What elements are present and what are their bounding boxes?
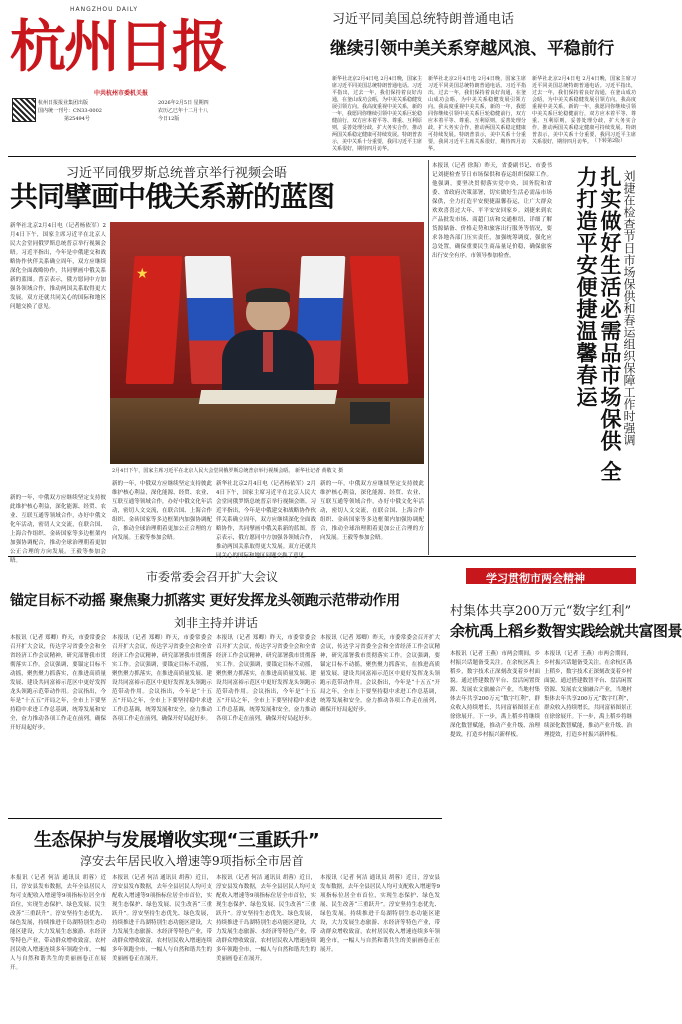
top-story-kicker: 习近平同美国总统特朗普通电话	[332, 12, 515, 27]
eco-headline: 生态保护与发展增收实现“三重跃升”	[34, 830, 320, 851]
masthead-logo: 杭州日报	[10, 14, 226, 80]
lead-story-kicker: 习近平同俄罗斯总统普京举行视频会晤	[66, 166, 288, 181]
sidebar-divider	[428, 160, 429, 555]
masthead-subtitle: 中共杭州市委机关报	[94, 90, 149, 97]
section-rule	[8, 556, 636, 557]
sidebar-body: 本报讯（记者 徐海）昨天，省委副书记、市委书记刘捷检查节日市场保供和春运组织保障工作。他强调，要坚决贯彻落实党中央、国务院和省委、省政府决策部署，切实做好生活必需品市场保供，全力打造平安便捷温馨春运，让广大群众欢欢喜喜过大年、平平安安回家乡。刘捷来到农产品批发市场、商超门店和交通枢纽，详细了解货源储备、价格走势和旅客出行服务等情况，要求各地各部门压实责任，加强统筹调度，强化应急处置，确保重要民生商品量足价稳，确保旅客出行安全有序。市领导参加检查。	[432, 163, 552, 259]
eco-body-2: 本报讯（记者 何洁 通讯员 胡蓉）近日，淳安县发布数据，去年全县居民人均可支配收入增速等9项指标位居全市首位，实现生态保护、绿色发展、民生改善“三重跃升”。淳安坚持生态优先、绿色发展，持续推进千岛湖特别生态功能区建设，大力发展生态旅游、水经济等特色产业，带动群众增收致富，农村居民收入增速连续多年领跑全市，一幅人与自然和谐共生的美丽画卷正在展开。	[112, 875, 212, 962]
eco-sub: 淳安去年居民收入增速等9项指标全市居首	[80, 854, 304, 868]
standing-body-4: 本报讯（记者 郑卿）昨天，市委常委会召开扩大会议，传达学习省委全会和全省经济工作会议精神，研究部署我市贯彻落实工作。会议强调，要锚定目标不动摇，聚焦聚力抓落实，在推进高质量发展、建设共同富裕示范区中更好发挥龙头领跑示范带动作用。会议指出，今年是“十五五”开局之年，全市上下要坚持稳中求进工作总基调，统筹发展和安全，奋力推动各项工作走在前列，确保开好局起好步。	[320, 635, 440, 713]
standing-body-1: 本报讯（记者 郑卿）昨天，市委常委会召开扩大会议，传达学习省委全会和全省经济工作会议精神，研究部署我市贯彻落实工作。会议强调，要锚定目标不动摇，聚焦聚力抓落实，在推进高质量发展、建设共同富裕示范区中更好发挥龙头领跑示范带动作用。会议指出，今年是“十五五”开局之年，全市上下要坚持稳中求进工作总基调，统筹发展和安全，奋力推动各项工作走在前列，确保开好局起好步。	[10, 635, 106, 731]
flag-star-icon: ★	[136, 266, 149, 282]
top-story	[232, 4, 640, 154]
standing-body-2: 本报讯（记者 郑卿）昨天，市委常委会召开扩大会议，传达学习省委全会和全省经济工作会议精神，研究部署我市贯彻落实工作。会议强调，要锚定目标不动摇，聚焦聚力抓落实，在推进高质量发展、建设共同富裕示范区中更好发挥龙头领跑示范带动作用。会议指出，今年是“十五五”开局之年，全市上下要坚持稳中求进工作总基调，统筹发展和安全，奋力推动各项工作走在前列，确保开好局起好步。	[112, 635, 212, 722]
sidebar-kicker: 刘捷在检查节日市场保供和春运组织保障工作时强调	[622, 170, 636, 446]
top-story-body-3: 新华社北京2月4日电 2月4日晚，国家主席习近平同美国总统特朗普通电话。习近平指出，过去一年，我们保持着良好沟通，在釜山成功会晤，为中美关系稳健发展引领方向。我高度重视中美关系，新的一年，我愿同你继续引领中美关系巨轮稳健前行，双方应本着平等、尊重、互利原则，妥善处理分歧，扩大务实合作，推动两国关系稳定健康可持续发展。特朗普表示，美中关系十分重要，我同习近平主席关系很好，期待四月访华。	[532, 76, 636, 145]
chinese-flag-right-icon	[350, 256, 409, 384]
lead-story-photo	[110, 222, 424, 464]
lead-story-body-col1: 新的一年，中俄双方应继续坚定支持彼此维护核心利益，深化能源、经贸、农业、互联互通等领域合作，办好中俄文化年活动，密切人文交流，在联合国、上海合作组织、金砖国家等多边框架内加强协调配合，推动全球治理朝着更加公正合理的方向发展。王毅等参加会晤。	[112, 481, 212, 541]
lead-story-headline: 共同擘画中俄关系新的蓝图	[10, 180, 335, 213]
publisher-line: 杭州日报报业集团出版	[38, 100, 89, 106]
cn-number: 国内统一刊号：CN33-0002	[38, 108, 102, 114]
study-headline: 余杭禹上稻乡数智实践绘就共富图景	[450, 622, 682, 640]
top-story-continued: （下转第2版）	[592, 138, 626, 144]
study-banner-text: 学习贯彻市两会精神	[486, 572, 585, 585]
eco-rule	[8, 818, 442, 819]
standing-headline: 锚定目标不动摇 聚焦聚力抓落实 更好发挥龙头领跑示范带动作用	[10, 593, 400, 609]
lead-story-caption: 2月4日下午，国家主席习近平在北京人民大会堂同俄罗斯总统普京举行视频会晤。 新华社记者 黄敬文 摄	[112, 468, 344, 474]
masthead-rule	[8, 156, 636, 157]
top-story-body-1: 新华社北京2月4日电 2月4日晚，国家主席习近平同美国总统特朗普通电话。习近平指出，过去一年，我们保持着良好沟通，在釜山成功会晤，为中美关系稳健发展引领方向。我高度重视中美关系，新的一年，我愿同你继续引领中美关系巨轮稳健前行，双方应本着平等、尊重、互利原则，妥善处理分歧，扩大务实合作，推动两国关系稳定健康可持续发展。特朗普表示，美中关系十分重要，我同习近平主席关系很好，期待四月访华。	[332, 76, 423, 152]
page-count: 今日12版	[158, 116, 180, 122]
study-kicker: 村集体共享200万元“数字红利”	[450, 604, 632, 619]
top-story-headline: 继续引领中美关系穿越风浪、平稳前行	[330, 39, 614, 59]
sidebar-headline: 扎实做好生活必需品市场保供 全力打造平安便捷温馨春运	[574, 166, 622, 483]
lead-story-body-left-2: 新的一年，中俄双方应继续坚定支持彼此维护核心利益，深化能源、经贸、农业、互联互通等领域合作，办好中俄文化年活动，密切人文交流，在联合国、上海合作组织、金砖国家等多边框架内加强协调配合，推动全球治理朝着更加公正合理的方向发展。王毅等参加会晤。	[10, 495, 106, 564]
lead-story-body-col2: 新华社北京2月4日电（记者杨依军）2月4日下午，国家主席习近平在北京人民大会堂同俄罗斯总统普京举行视频会晤。习近平指出，今年是中俄建交和战略协作伙伴关系确立周年，双方应继续深化全面战略协作，共同擘画中俄关系新的蓝图。普京表示，俄方愿同中方加强各领域合作，推动两国关系取得更大发展。双方还就共同关心的国际和地区问题交换了意见。	[216, 481, 316, 559]
issue-date: 2026年2月5日 星期四	[158, 100, 209, 106]
qr-code	[12, 98, 36, 122]
standing-sub: 刘非主持并讲话	[174, 616, 259, 630]
lead-story-body-left: 新华社北京2月4日电（记者杨依军）2月4日下午，国家主席习近平在北京人民大会堂同俄罗斯总统普京举行视频会晤。习近平指出，今年是中俄建交和战略协作伙伴关系确立周年，双方应继续深化全面战略协作，共同擘画中俄关系新的蓝图。普京表示，俄方愿同中方加强各领域合作，推动两国关系取得更大发展。双方还就共同关心的国际和地区问题交换了意见。	[10, 223, 106, 310]
masthead	[8, 4, 228, 146]
eco-body-1: 本报讯（记者 何洁 通讯员 胡蓉）近日，淳安县发布数据，去年全县居民人均可支配收入增速等9项指标位居全市首位，实现生态保护、绿色发展、民生改善“三重跃升”。淳安坚持生态优先、绿色发展，持续推进千岛湖特别生态功能区建设，大力发展生态旅游、水经济等特色产业，带动群众增收致富，农村居民收入增速连续多年领跑全市，一幅人与自然和谐共生的美丽画卷正在展开。	[10, 875, 106, 971]
standing-kicker: 市委常委会召开扩大会议	[146, 570, 279, 584]
standing-body-3: 本报讯（记者 郑卿）昨天，市委常委会召开扩大会议，传达学习省委全会和全省经济工作会议精神，研究部署我市贯彻落实工作。会议强调，要锚定目标不动摇，聚焦聚力抓落实，在推进高质量发展、建设共同富裕示范区中更好发挥龙头领跑示范带动作用。会议指出，今年是“十五五”开局之年，全市上下要坚持稳中求进工作总基调，统筹发展和安全，奋力推动各项工作走在前列，确保开好局起好步。	[216, 635, 316, 722]
issue-number: 第25494号	[64, 116, 90, 122]
lead-story-body-col3: 新的一年，中俄双方应继续坚定支持彼此维护核心利益，深化能源、经贸、农业、互联互通等领域合作，办好中俄文化年活动，密切人文交流，在联合国、上海合作组织、金砖国家等多边框架内加强协调配合，推动全球治理朝着更加公正合理的方向发展。王毅等参加会晤。	[320, 481, 424, 541]
masthead-en-name: HANGZHOU DAILY	[70, 6, 138, 13]
study-body-2: 本报讯（记者 王燕）市两会期间，乡村振兴话题备受关注。在余杭区禹上稻乡，数字技术正深刻改变着乡村面貌。通过搭建数智平台、盘活闲置资源、发展农文旅融合产业，当地村集体去年共享200万元“数字红利”，群众收入持续增长，共同富裕图景正在徐徐展开。下一步，禹上稻乡将继续深化数智赋能，推动产业升级、治理提效，打造乡村振兴新样板。	[544, 651, 633, 738]
chinese-flag-icon	[126, 256, 183, 384]
study-box	[446, 560, 682, 1020]
eco-body-3: 本报讯（记者 何洁 通讯员 胡蓉）近日，淳安县发布数据，去年全县居民人均可支配收入增速等9项指标位居全市首位，实现生态保护、绿色发展、民生改善“三重跃升”。淳安坚持生态优先、绿色发展，持续推进千岛湖特别生态功能区建设，大力发展生态旅游、水经济等特色产业，带动群众增收致富，农村居民收入增速连续多年领跑全市，一幅人与自然和谐共生的美丽画卷正在展开。	[216, 875, 316, 962]
study-body-1: 本报讯（记者 王燕）市两会期间，乡村振兴话题备受关注。在余杭区禹上稻乡，数字技术正深刻改变着乡村面貌。通过搭建数智平台、盘活闲置资源、发展农文旅融合产业，当地村集体去年共享200万元“数字红利”，群众收入持续增长，共同富裕图景正在徐徐展开。下一步，禹上稻乡将继续深化数智赋能，推动产业升级、治理提效，打造乡村振兴新样板。	[450, 651, 540, 738]
lunar-date: 农历乙巳年十二月十八	[158, 108, 209, 114]
eco-body-4: 本报讯（记者 何洁 通讯员 胡蓉）近日，淳安县发布数据，去年全县居民人均可支配收入增速等9项指标位居全市首位，实现生态保护、绿色发展、民生改善“三重跃升”。淳安坚持生态优先、绿色发展，持续推进千岛湖特别生态功能区建设，大力发展生态旅游、水经济等特色产业，带动群众增收致富，农村居民收入增速连续多年领跑全市，一幅人与自然和谐共生的美丽画卷正在展开。	[320, 875, 440, 953]
top-story-body-2: 新华社北京2月4日电 2月4日晚，国家主席习近平同美国总统特朗普通电话。习近平指出，过去一年，我们保持着良好沟通，在釜山成功会晤，为中美关系稳健发展引领方向。我高度重视中美关系，新的一年，我愿同你继续引领中美关系巨轮稳健前行，双方应本着平等、尊重、互利原则，妥善处理分歧，扩大务实合作，推动两国关系稳定健康可持续发展。特朗普表示，美中关系十分重要，我同习近平主席关系很好，期待四月访华。	[428, 76, 526, 152]
